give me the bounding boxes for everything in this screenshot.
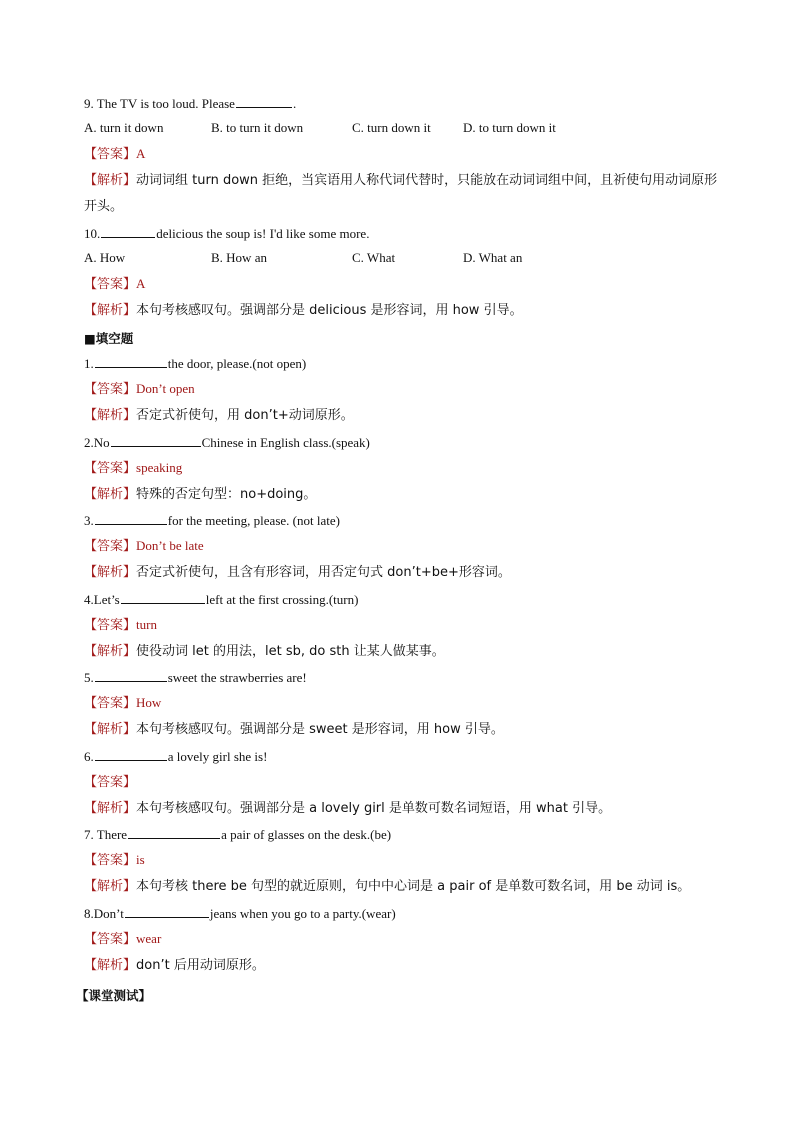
fill-question-2 — [84, 434, 370, 452]
q10-analysis — [84, 302, 523, 320]
answer-value: A — [136, 276, 146, 291]
analysis-tag: 【解析】 — [84, 800, 137, 816]
answer-tag: 【答案】 — [84, 460, 137, 476]
analysis-text: 本句考核感叹句。强调部分是 a lovely girl 是单数可数名词短语，用 what 引导。 — [136, 800, 612, 816]
analysis-tag: 【解析】 — [84, 303, 137, 318]
footer-section-title: 【课堂测试】 — [76, 988, 152, 1003]
analysis-tag: 【解析】 — [84, 173, 137, 188]
fill-question-5 — [84, 669, 307, 687]
fill-analysis-3 — [84, 564, 511, 582]
answer-tag: 【答案】 — [84, 277, 137, 292]
fill-answer-7 — [84, 851, 145, 870]
analysis-tag: 【解析】 — [84, 879, 137, 894]
analysis-text: don’t 后用动词原形。 — [136, 957, 265, 973]
q10-stem-number: 10. — [84, 226, 101, 241]
option-a: A. How — [84, 250, 126, 265]
fill-question-prefix: 6. — [84, 748, 94, 764]
answer-blank — [111, 434, 201, 447]
fill-answer-1 — [84, 380, 195, 399]
option-c: C. What — [352, 250, 396, 265]
fill-analysis-8 — [84, 957, 265, 975]
answer-blank — [128, 826, 220, 839]
answer-blank — [101, 225, 155, 238]
fill-question-prefix: 2.No — [84, 434, 110, 450]
answer-blank — [121, 591, 205, 604]
answer-value: is — [136, 852, 145, 867]
fill-question-prefix: 1. — [84, 356, 94, 371]
q9-stem-end: . — [292, 96, 297, 111]
fill-question-text: Chinese in English class.(speak) — [201, 434, 370, 450]
fill-analysis-4 — [84, 643, 445, 661]
answer-tag: 【答案】 — [84, 931, 137, 947]
section-title: ■填空题 — [84, 331, 134, 346]
analysis-text: 本句考核感叹句。强调部分是 sweet 是形容词，用 how 引导。 — [136, 722, 504, 737]
fill-answer-8 — [84, 930, 161, 949]
fill-question-prefix: 5. — [84, 670, 94, 685]
fill-analysis-5 — [84, 721, 504, 739]
q10-stem-text: delicious the soup is! I'd like some more. — [156, 226, 370, 241]
analysis-text: 否定式祈使句，用 don’t+动词原形。 — [136, 408, 354, 423]
fill-answer-2 — [84, 459, 182, 478]
fill-answer-3 — [84, 537, 204, 556]
fill-analysis-1 — [84, 407, 354, 425]
fill-answer-4 — [84, 616, 157, 635]
answer-tag: 【答案】 — [84, 147, 137, 162]
fill-analysis-2 — [84, 486, 316, 504]
answer-tag: 【答案】 — [84, 774, 137, 790]
answer-blank — [236, 95, 292, 108]
fill-question-text: left at the first crossing.(turn) — [205, 591, 359, 607]
answer-value: speaking — [136, 459, 183, 475]
answer-tag: 【答案】 — [84, 853, 137, 868]
q9-analysis — [84, 168, 724, 220]
q10-answer — [84, 275, 145, 294]
answer-blank — [95, 355, 167, 368]
answer-tag: 【答案】 — [84, 617, 137, 633]
fill-question-text: jeans when you go to a party.(wear) — [209, 905, 396, 921]
answer-tag: 【答案】 — [84, 539, 137, 554]
analysis-tag: 【解析】 — [84, 957, 137, 973]
analysis-text: 本句考核 there be 句型的就近原则，句中中心词是 a pair of 是单数可数名词，用 be 动词 is。 — [136, 879, 691, 894]
question-10-options — [84, 249, 724, 267]
option-a: A. turn it down — [84, 120, 164, 135]
answer-value: A — [136, 146, 146, 161]
fill-question-text: a lovely girl she is! — [167, 748, 268, 764]
fill-question-6 — [84, 748, 267, 766]
analysis-tag: 【解析】 — [84, 565, 137, 580]
fill-question-prefix: 7. There — [84, 827, 128, 842]
analysis-tag: 【解析】 — [84, 486, 137, 502]
fill-question-prefix: 4.Let’s — [84, 591, 120, 607]
answer-blank — [95, 669, 167, 682]
option-d: D. to turn down it — [463, 120, 556, 135]
fill-answer-6 — [84, 773, 136, 792]
answer-blank — [95, 748, 167, 761]
option-b: B. How an — [211, 250, 267, 265]
analysis-tag: 【解析】 — [84, 722, 137, 737]
option-c: C. turn down it — [352, 120, 431, 135]
fill-question-3 — [84, 512, 340, 530]
fill-question-4 — [84, 591, 358, 609]
fill-question-text: a pair of glasses on the desk.(be) — [221, 827, 392, 842]
fill-analysis-6 — [84, 800, 611, 818]
analysis-tag: 【解析】 — [84, 643, 137, 659]
answer-value: wear — [136, 930, 162, 946]
analysis-text: 动词词组 turn down 拒绝，当宾语用人称代词代替时，只能放在动词词组中间，且祈使句用动词原形开头。 — [84, 173, 718, 214]
fill-answer-5 — [84, 694, 161, 713]
question-10-stem — [84, 225, 369, 243]
answer-blank — [125, 905, 209, 918]
analysis-tag: 【解析】 — [84, 408, 137, 423]
question-9-options — [84, 119, 724, 137]
answer-tag: 【答案】 — [84, 382, 137, 397]
fill-question-text: sweet the strawberries are! — [167, 670, 307, 685]
analysis-text: 否定式祈使句，且含有形容词，用否定句式 don’t+be+形容词。 — [136, 565, 511, 580]
fill-question-8 — [84, 905, 396, 923]
answer-value: How — [136, 695, 162, 710]
fill-question-prefix: 3. — [84, 513, 94, 528]
option-b: B. to turn it down — [211, 120, 304, 135]
fill-question-text: the door, please.(not open) — [167, 356, 307, 371]
answer-tag: 【答案】 — [84, 696, 137, 711]
answer-value: turn — [136, 616, 157, 632]
analysis-text: 使役动词 let 的用法，let sb, do sth 让某人做某事。 — [136, 643, 445, 659]
q9-answer — [84, 145, 145, 164]
question-9-stem — [84, 95, 296, 113]
answer-blank — [95, 512, 167, 525]
fill-question-text: for the meeting, please. (not late) — [167, 513, 340, 528]
option-d: D. What an — [463, 250, 523, 265]
answer-value: Don’t open — [136, 381, 195, 396]
fill-question-1 — [84, 355, 306, 373]
analysis-text: 特殊的否定句型：no+doing。 — [136, 486, 317, 502]
fill-question-7 — [84, 826, 391, 844]
fill-question-prefix: 8.Don’t — [84, 905, 124, 921]
analysis-text: 本句考核感叹句。强调部分是 delicious 是形容词，用 how 引导。 — [136, 303, 523, 318]
fill-analysis-7 — [84, 878, 690, 896]
answer-value: Don’t be late — [136, 538, 204, 553]
q9-stem-text: 9. The TV is too loud. Please — [84, 96, 235, 111]
